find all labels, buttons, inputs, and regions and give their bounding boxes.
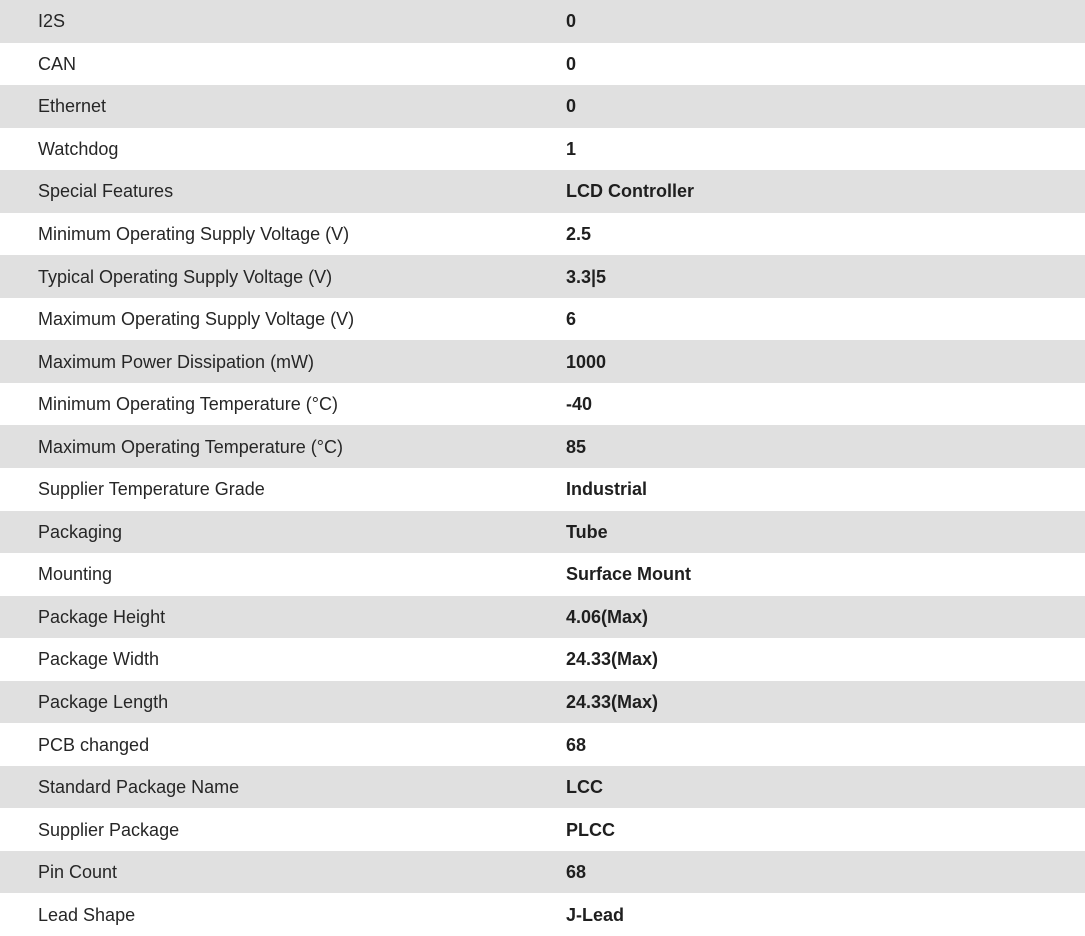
- spec-label: Maximum Operating Supply Voltage (V): [38, 309, 355, 330]
- spec-value: 24.33(Max): [528, 681, 1085, 724]
- spec-label: Special Features: [0, 170, 528, 213]
- spec-value: PLCC: [566, 819, 615, 840]
- spec-row-pcb-changed: [0, 723, 1085, 766]
- spec-value: -40: [566, 394, 593, 415]
- spec-row-max-supply-voltage: [0, 298, 1085, 341]
- spec-label: Supplier Package: [38, 819, 180, 840]
- spec-value: 2.5: [566, 224, 592, 244]
- spec-row-max-operating-temperature: [0, 425, 1085, 468]
- spec-label: PCB changed: [38, 734, 150, 755]
- spec-row-special-features: [0, 170, 1085, 213]
- spec-value: Tube: [528, 511, 1085, 554]
- spec-row-ethernet: [0, 85, 1085, 128]
- spec-label: Typical Operating Supply Voltage (V): [0, 255, 528, 298]
- spec-label: Package Height: [0, 596, 528, 639]
- spec-row-pin-count: [0, 851, 1085, 894]
- spec-value: 0: [528, 0, 1085, 43]
- spec-value: 85: [528, 425, 1085, 468]
- spec-value: LCC: [528, 766, 1085, 809]
- spec-label: Maximum Operating Temperature (°C): [0, 425, 528, 468]
- spec-value: 3.3|5: [528, 255, 1085, 298]
- spec-label: Ethernet: [0, 85, 528, 128]
- spec-label: Standard Package Name: [0, 766, 528, 809]
- spec-label: Watchdog: [38, 138, 119, 159]
- spec-label: Supplier Temperature Grade: [38, 479, 265, 500]
- spec-row-supplier-package: [0, 808, 1085, 851]
- spec-label: Pin Count: [0, 851, 528, 894]
- spec-value: 6: [566, 309, 577, 330]
- spec-label: CAN: [38, 53, 77, 74]
- spec-value: LCD Controller: [528, 170, 1085, 213]
- spec-label: Minimum Operating Temperature (°C): [38, 394, 338, 415]
- spec-row-package-height: [0, 596, 1085, 639]
- spec-label: Minimum Operating Supply Voltage (V): [38, 224, 350, 244]
- spec-value: Industrial: [566, 479, 648, 500]
- spec-label: Package Length: [0, 681, 528, 724]
- spec-row-typical-supply-voltage: [0, 255, 1085, 298]
- spec-label: Packaging: [0, 511, 528, 554]
- spec-row-package-length: [0, 681, 1085, 724]
- spec-label: Package Width: [38, 649, 160, 670]
- spec-row-min-supply-voltage: [0, 213, 1085, 256]
- spec-row-packaging: [0, 511, 1085, 554]
- spec-row-i2s: [0, 0, 1085, 43]
- spec-row-watchdog: [0, 128, 1085, 171]
- spec-row-standard-package-name: [0, 766, 1085, 809]
- spec-label: I2S: [0, 0, 528, 43]
- spec-value: 68: [528, 851, 1085, 894]
- spec-row-mounting: [0, 553, 1085, 596]
- spec-row-max-power-dissipation: [0, 340, 1085, 383]
- spec-row-supplier-temperature-grade: [0, 468, 1085, 511]
- spec-value: 68: [566, 734, 587, 755]
- spec-row-min-operating-temperature: [0, 383, 1085, 426]
- spec-value: 24.33(Max): [566, 649, 659, 670]
- spec-value: 1: [566, 138, 577, 159]
- spec-label: Lead Shape: [38, 904, 136, 925]
- spec-value: 0: [528, 85, 1085, 128]
- spec-label: Mounting: [38, 564, 113, 585]
- spec-value: 1000: [528, 340, 1085, 383]
- spec-value: 0: [566, 53, 577, 74]
- spec-row-package-width: [0, 638, 1085, 681]
- spec-row-can: [0, 43, 1085, 86]
- spec-label: Maximum Power Dissipation (mW): [0, 340, 528, 383]
- spec-value: Surface Mount: [566, 564, 692, 585]
- spec-value: J-Lead: [566, 904, 625, 925]
- spec-value: 4.06(Max): [528, 596, 1085, 639]
